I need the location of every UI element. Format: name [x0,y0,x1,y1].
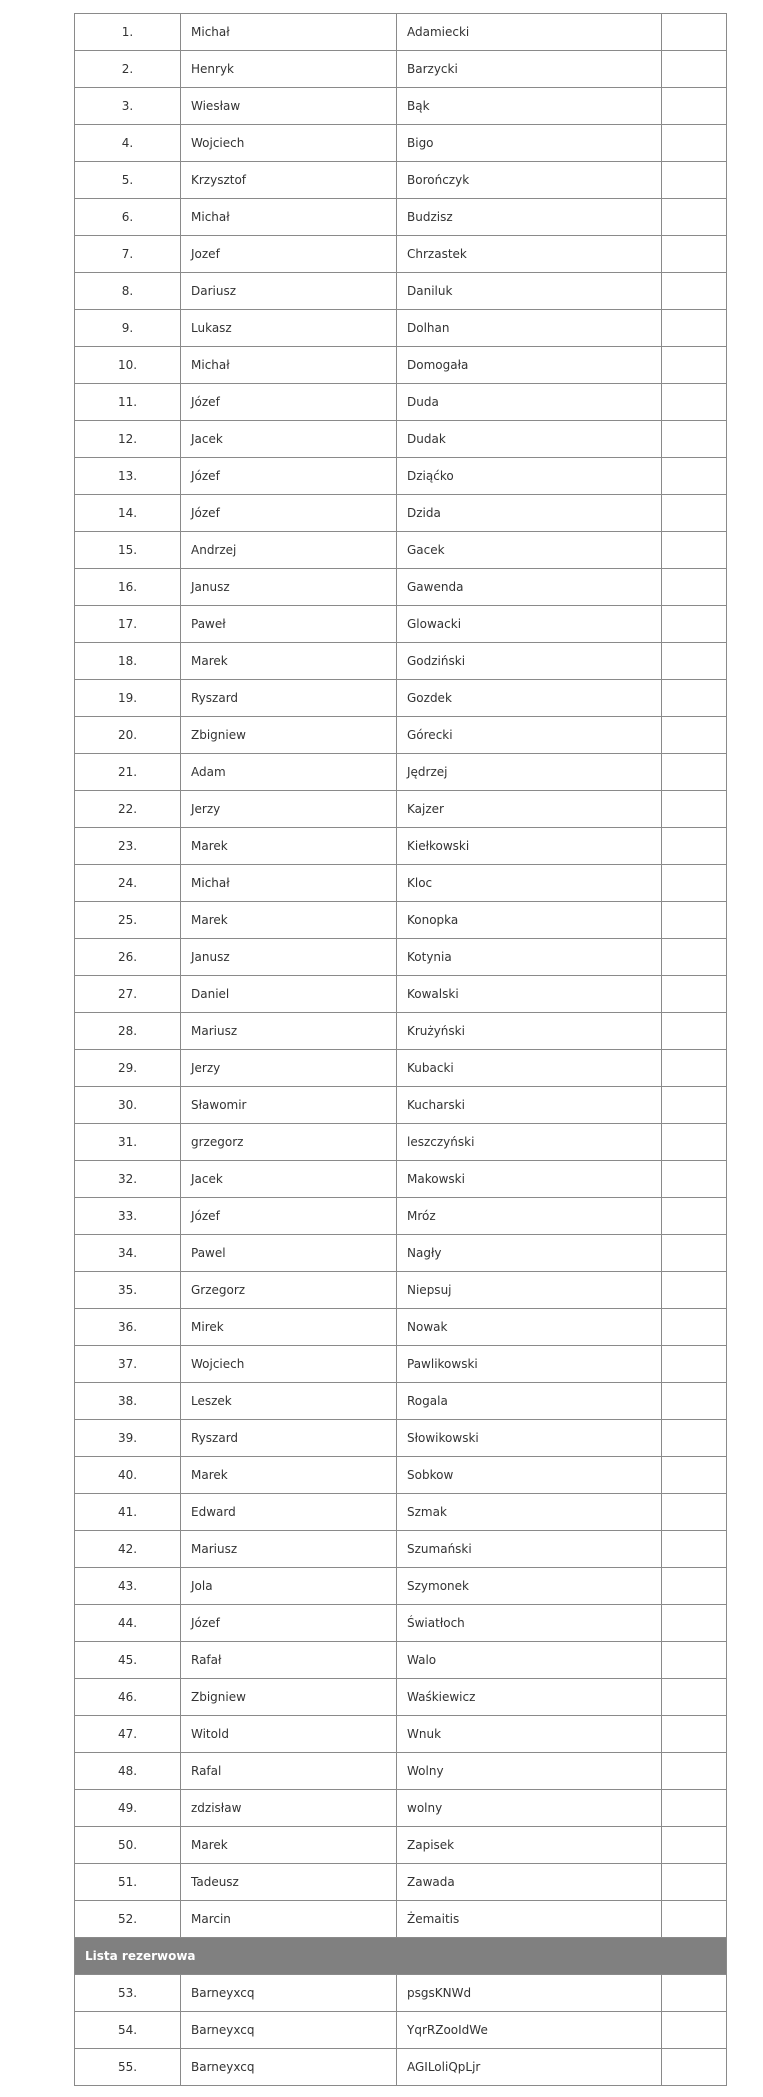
first-name-cell: Marek [181,1457,397,1494]
table-row [75,347,727,384]
row-number: 47. [75,1716,181,1753]
table-row [75,495,727,532]
row-number: 55. [75,2049,181,2086]
last-name-cell: Kloc [397,865,662,902]
last-name-cell: Duda [397,384,662,421]
table-row [75,51,727,88]
table-row [75,976,727,1013]
table-row [75,1642,727,1679]
first-name-cell: Janusz [181,939,397,976]
last-name-cell: Światłoch [397,1605,662,1642]
table-row [75,1679,727,1716]
first-name-cell: Mirek [181,1309,397,1346]
extra-cell [662,2049,727,2086]
extra-cell [662,384,727,421]
row-number: 41. [75,1494,181,1531]
row-number: 6. [75,199,181,236]
extra-cell [662,939,727,976]
row-number: 26. [75,939,181,976]
table-row [75,1272,727,1309]
first-name-cell: Zbigniew [181,1679,397,1716]
table-row [75,1309,727,1346]
last-name-cell: Mróz [397,1198,662,1235]
last-name-cell: Zawada [397,1864,662,1901]
extra-cell [662,717,727,754]
last-name-cell: Bąk [397,88,662,125]
first-name-cell: Michał [181,14,397,51]
first-name-cell: Michał [181,199,397,236]
last-name-cell: Glowacki [397,606,662,643]
last-name-cell: Dudak [397,421,662,458]
row-number: 39. [75,1420,181,1457]
last-name-cell: wolny [397,1790,662,1827]
row-number: 32. [75,1161,181,1198]
row-number: 40. [75,1457,181,1494]
row-number: 45. [75,1642,181,1679]
extra-cell [662,754,727,791]
row-number: 7. [75,236,181,273]
table-row [75,1494,727,1531]
table-row [75,1346,727,1383]
extra-cell [662,162,727,199]
row-number: 15. [75,532,181,569]
first-name-cell: Wiesław [181,88,397,125]
row-number: 16. [75,569,181,606]
last-name-cell: Adamiecki [397,14,662,51]
row-number: 4. [75,125,181,162]
row-number: 10. [75,347,181,384]
row-number: 20. [75,717,181,754]
table-row [75,717,727,754]
last-name-cell: Wolny [397,1753,662,1790]
extra-cell [662,236,727,273]
first-name-cell: Paweł [181,606,397,643]
last-name-cell: Jędrzej [397,754,662,791]
row-number: 51. [75,1864,181,1901]
row-number: 13. [75,458,181,495]
extra-cell [662,88,727,125]
first-name-cell: Pawel [181,1235,397,1272]
extra-cell [662,680,727,717]
first-name-cell: Andrzej [181,532,397,569]
extra-cell [662,865,727,902]
first-name-cell: Leszek [181,1383,397,1420]
extra-cell [662,643,727,680]
last-name-cell: AGILoliQpLjr [397,2049,662,2086]
extra-cell [662,1050,727,1087]
row-number: 52. [75,1901,181,1938]
extra-cell [662,1124,727,1161]
row-number: 5. [75,162,181,199]
extra-cell [662,828,727,865]
extra-cell [662,1013,727,1050]
first-name-cell: Jacek [181,421,397,458]
extra-cell [662,273,727,310]
table-row [75,199,727,236]
first-name-cell: Michał [181,865,397,902]
extra-cell [662,1235,727,1272]
last-name-cell: Budzisz [397,199,662,236]
table-row [75,384,727,421]
last-name-cell: Nagły [397,1235,662,1272]
last-name-cell: Niepsuj [397,1272,662,1309]
extra-cell [662,14,727,51]
extra-cell [662,1901,727,1938]
table-row [75,1420,727,1457]
row-number: 33. [75,1198,181,1235]
first-name-cell: Jerzy [181,1050,397,1087]
row-number: 36. [75,1309,181,1346]
first-name-cell: Barneyxcq [181,2049,397,2086]
first-name-cell: Sławomir [181,1087,397,1124]
row-number: 2. [75,51,181,88]
first-name-cell: Józef [181,495,397,532]
first-name-cell: Józef [181,1605,397,1642]
table-row [75,865,727,902]
last-name-cell: Konopka [397,902,662,939]
table-row [75,902,727,939]
row-number: 35. [75,1272,181,1309]
extra-cell [662,1605,727,1642]
extra-cell [662,1346,727,1383]
table-row [75,828,727,865]
extra-cell [662,495,727,532]
table-row [75,1013,727,1050]
table-row [75,1124,727,1161]
last-name-cell: Kajzer [397,791,662,828]
first-name-cell: Tadeusz [181,1864,397,1901]
last-name-cell: Gozdek [397,680,662,717]
table-row [75,1716,727,1753]
table-row [75,1457,727,1494]
last-name-cell: Waśkiewicz [397,1679,662,1716]
last-name-cell: Sobkow [397,1457,662,1494]
row-number: 42. [75,1531,181,1568]
first-name-cell: Marcin [181,1901,397,1938]
row-number: 28. [75,1013,181,1050]
extra-cell [662,421,727,458]
extra-cell [662,310,727,347]
table-row [75,1198,727,1235]
extra-cell [662,1753,727,1790]
first-name-cell: Jerzy [181,791,397,828]
first-name-cell: Mariusz [181,1531,397,1568]
extra-cell [662,1420,727,1457]
first-name-cell: grzegorz [181,1124,397,1161]
last-name-cell: Godziński [397,643,662,680]
table-row [75,1087,727,1124]
table-row [75,532,727,569]
last-name-cell: Dolhan [397,310,662,347]
first-name-cell: Grzegorz [181,1272,397,1309]
first-name-cell: Józef [181,458,397,495]
first-name-cell: Zbigniew [181,717,397,754]
extra-cell [662,1975,727,2012]
last-name-cell: Szymonek [397,1568,662,1605]
table-row [75,1901,727,1938]
last-name-cell: Daniluk [397,273,662,310]
table-row [75,569,727,606]
first-name-cell: Jola [181,1568,397,1605]
table-row [75,1235,727,1272]
last-name-cell: YqrRZooIdWe [397,2012,662,2049]
first-name-cell: Adam [181,754,397,791]
last-name-cell: Pawlikowski [397,1346,662,1383]
table-row [75,236,727,273]
first-name-cell: zdzisław [181,1790,397,1827]
first-name-cell: Marek [181,1827,397,1864]
last-name-cell: Kubacki [397,1050,662,1087]
first-name-cell: Witold [181,1716,397,1753]
last-name-cell: Gacek [397,532,662,569]
row-number: 34. [75,1235,181,1272]
last-name-cell: Gawenda [397,569,662,606]
first-name-cell: Rafal [181,1753,397,1790]
first-name-cell: Rafał [181,1642,397,1679]
extra-cell [662,1494,727,1531]
last-name-cell: Dziąćko [397,458,662,495]
first-name-cell: Józef [181,384,397,421]
first-name-cell: Jacek [181,1161,397,1198]
extra-cell [662,51,727,88]
row-number: 18. [75,643,181,680]
extra-cell [662,1383,727,1420]
row-number: 49. [75,1790,181,1827]
first-name-cell: Dariusz [181,273,397,310]
first-name-cell: Edward [181,1494,397,1531]
extra-cell [662,199,727,236]
row-number: 48. [75,1753,181,1790]
row-number: 46. [75,1679,181,1716]
last-name-cell: Makowski [397,1161,662,1198]
participants-table [74,13,727,2086]
last-name-cell: psgsKNWd [397,1975,662,2012]
last-name-cell: Górecki [397,717,662,754]
row-number: 8. [75,273,181,310]
row-number: 53. [75,1975,181,2012]
table-row [75,754,727,791]
last-name-cell: Kotynia [397,939,662,976]
table-row [75,1531,727,1568]
first-name-cell: Ryszard [181,680,397,717]
row-number: 24. [75,865,181,902]
extra-cell [662,125,727,162]
table-row [75,162,727,199]
extra-cell [662,458,727,495]
last-name-cell: Nowak [397,1309,662,1346]
table-row [75,1050,727,1087]
first-name-cell: Wojciech [181,1346,397,1383]
last-name-cell: Chrzastek [397,236,662,273]
extra-cell [662,606,727,643]
table-row [75,1864,727,1901]
first-name-cell: Mariusz [181,1013,397,1050]
row-number: 1. [75,14,181,51]
extra-cell [662,1642,727,1679]
table-row [75,643,727,680]
first-name-cell: Jozef [181,236,397,273]
row-number: 38. [75,1383,181,1420]
table-row [75,14,727,51]
table-row [75,1568,727,1605]
extra-cell [662,1716,727,1753]
row-number: 17. [75,606,181,643]
first-name-cell: Barneyxcq [181,2012,397,2049]
table-row [75,125,727,162]
extra-cell [662,902,727,939]
reserve-list-header-row [75,1938,727,1975]
extra-cell [662,347,727,384]
extra-cell [662,1531,727,1568]
table-row [75,1605,727,1642]
last-name-cell: Kucharski [397,1087,662,1124]
first-name-cell: Józef [181,1198,397,1235]
extra-cell [662,1272,727,1309]
last-name-cell: Dzida [397,495,662,532]
table-row [75,791,727,828]
row-number: 23. [75,828,181,865]
row-number: 29. [75,1050,181,1087]
last-name-cell: Kiełkowski [397,828,662,865]
row-number: 30. [75,1087,181,1124]
reserve-list-title: Lista rezerwowa [75,1938,727,1975]
last-name-cell: Zapisek [397,1827,662,1864]
row-number: 3. [75,88,181,125]
first-name-cell: Henryk [181,51,397,88]
table-row [75,1827,727,1864]
row-number: 27. [75,976,181,1013]
first-name-cell: Wojciech [181,125,397,162]
first-name-cell: Barneyxcq [181,1975,397,2012]
last-name-cell: Krużyński [397,1013,662,1050]
extra-cell [662,1457,727,1494]
extra-cell [662,1827,727,1864]
extra-cell [662,1790,727,1827]
first-name-cell: Marek [181,643,397,680]
table-row [75,458,727,495]
table-row [75,1753,727,1790]
table-row [75,1161,727,1198]
first-name-cell: Krzysztof [181,162,397,199]
last-name-cell: Borończyk [397,162,662,199]
table-body [75,14,727,2086]
first-name-cell: Ryszard [181,1420,397,1457]
row-number: 31. [75,1124,181,1161]
extra-cell [662,2012,727,2049]
extra-cell [662,1087,727,1124]
table-row [75,1975,727,2012]
first-name-cell: Marek [181,828,397,865]
row-number: 9. [75,310,181,347]
table-row [75,1383,727,1420]
last-name-cell: Walo [397,1642,662,1679]
row-number: 19. [75,680,181,717]
table-row [75,273,727,310]
table-row [75,88,727,125]
table-row [75,1790,727,1827]
row-number: 21. [75,754,181,791]
last-name-cell: Domogała [397,347,662,384]
extra-cell [662,1161,727,1198]
row-number: 22. [75,791,181,828]
extra-cell [662,1309,727,1346]
first-name-cell: Lukasz [181,310,397,347]
row-number: 50. [75,1827,181,1864]
first-name-cell: Michał [181,347,397,384]
extra-cell [662,1198,727,1235]
first-name-cell: Marek [181,902,397,939]
last-name-cell: Szumański [397,1531,662,1568]
last-name-cell: leszczyński [397,1124,662,1161]
last-name-cell: Barzycki [397,51,662,88]
row-number: 37. [75,1346,181,1383]
table-row [75,606,727,643]
table-row [75,2012,727,2049]
last-name-cell: Rogala [397,1383,662,1420]
row-number: 14. [75,495,181,532]
table-row [75,310,727,347]
extra-cell [662,1864,727,1901]
last-name-cell: Żemaitis [397,1901,662,1938]
first-name-cell: Janusz [181,569,397,606]
table-row [75,680,727,717]
last-name-cell: Bigo [397,125,662,162]
extra-cell [662,532,727,569]
last-name-cell: Szmak [397,1494,662,1531]
extra-cell [662,1679,727,1716]
last-name-cell: Wnuk [397,1716,662,1753]
table-row [75,939,727,976]
last-name-cell: Kowalski [397,976,662,1013]
table-row [75,421,727,458]
row-number: 44. [75,1605,181,1642]
row-number: 12. [75,421,181,458]
table-row [75,2049,727,2086]
row-number: 43. [75,1568,181,1605]
extra-cell [662,976,727,1013]
row-number: 54. [75,2012,181,2049]
first-name-cell: Daniel [181,976,397,1013]
row-number: 11. [75,384,181,421]
last-name-cell: Słowikowski [397,1420,662,1457]
extra-cell [662,1568,727,1605]
row-number: 25. [75,902,181,939]
extra-cell [662,791,727,828]
extra-cell [662,569,727,606]
